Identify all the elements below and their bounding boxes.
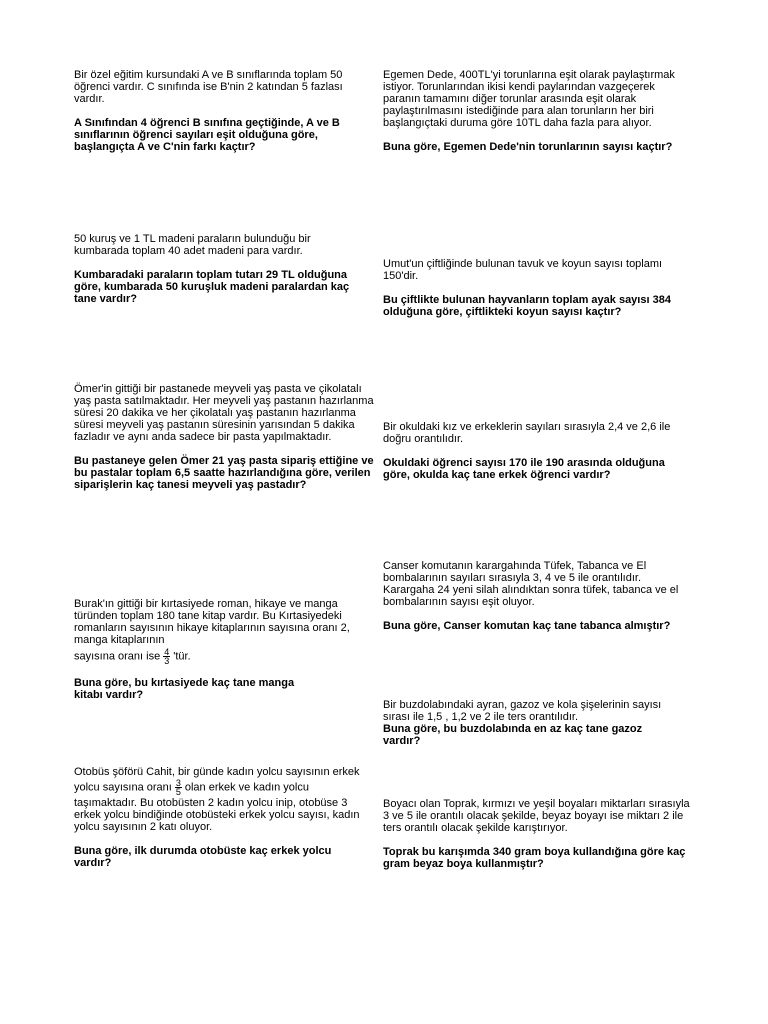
problem-question: Buna göre, bu kırtasiyede kaç tane manga kitabı vardır?	[74, 677, 295, 701]
problem-text: Boyacı olan Toprak, kırmızı ve yeşil boyaları miktarları sırasıyla 3 ve 5 ile orantılı olacak şekilde, beyaz boyayı ise miktarı 2 ile ters orantılı olacak şekilde karıştırıyor.	[383, 798, 690, 834]
problem-question: Buna göre, Canser komutan kaç tane tabanca almıştır?	[383, 620, 671, 632]
problem-text: Egemen Dede, 400TL'yi torunlarına eşit olarak paylaştırmak istiyor. Torunlarından ikisi kendi paylarından vazgeçerek paranın tamamını diğer torunlar arasında eşit olarak paylaştırılmasını istediğinde para alan torunların her biri başlangıçtaki duruma göre 10TL daha fazla para alıyor.	[383, 69, 675, 129]
problem-question: Buna göre, ilk durumda otobüste kaç erkek yolcu vardır?	[74, 845, 332, 869]
question-block-9	[383, 560, 693, 632]
problem-text: Bir buzdolabındaki ayran, gazoz ve kola şişelerinin sayısı sırası ile 1,5 , 1,2 ve 2 ile ters orantılıdır.	[383, 699, 662, 723]
problem-text: 50 kuruş ve 1 TL madeni paraların bulunduğu bir kumbarada toplam 40 adet madeni para vardır.	[74, 233, 311, 257]
problem-text: Canser komutanın karargahında Tüfek, Tabanca ve El bombalarının sayıları sırasıyla 3, 4 ve 5 ile orantılıdır. Karargaha 24 yeni silah alındıktan sonra tüfek, tabanca ve el bombalarının sayısı eşit oluyor.	[383, 560, 679, 608]
problem-text: Ömer'in gittiği bir pastanede meyveli yaş pasta ve çikolatalı yaş pasta satılmaktadır. Her meyveli yaş pastanın hazırlanma süresi 20 dakika ve her çikolatalı yaş pastanın hazırlanma süresi meyveli yaş pastanın süresinin yarısından 5 dakika fazladır ve aynı anda sadece bir pasta yapılmaktadır.	[74, 383, 374, 443]
problem-question: Kumbaradaki paraların toplam tutarı 29 TL olduğuna göre, kumbarada 50 kuruşluk madeni paralardan kaç tane vardır?	[74, 269, 350, 305]
problem-question: Bu çiftlikte bulunan hayvanların toplam ayak sayısı 384 olduğuna göre, çiftlikteki koyun sayısı kaçtır?	[383, 294, 671, 318]
question-block-11	[383, 798, 693, 870]
problem-question: Buna göre, Egemen Dede'nin torunlarının sayısı kaçtır?	[383, 141, 673, 153]
question-block-4	[74, 598, 366, 701]
problem-question: Bu pastaneye gelen Ömer 21 yaş pasta sipariş ettiğine ve bu pastalar toplam 6,5 saatte hazırlandığına göre, verilen siparişlerin kaç tanesi meyveli yaş pastadır?	[74, 455, 374, 491]
problem-text: Burak'ın gittiği bir kırtasiyede roman, hikaye ve manga türünden toplam 180 tane kitap vardır. Bu Kırtasiyedeki romanların sayısının hikaye kitaplarının sayısına oranı 2, manga kitaplarının	[74, 598, 350, 646]
question-block-7	[383, 258, 693, 318]
problem-question: A Sınıfından 4 öğrenci B sınıfına geçtiğinde, A ve B sınıflarının öğrenci sayıları eşit olduğuna göre, başlangıçta A ve C'nin farkı kaçtır?	[74, 117, 340, 153]
problem-text: Bir özel eğitim kursundaki A ve B sınıflarında toplam 50 öğrenci vardır. C sınıfında ise B'nin 2 katından 5 fazlası vardır.	[74, 69, 343, 105]
question-block-10	[383, 699, 683, 747]
fraction: $\frac{4}{3}$	[164, 647, 170, 666]
problem-question: Toprak bu karışımda 340 gram boya kullandığına göre kaç gram beyaz boya kullanmıştır?	[383, 846, 686, 870]
fraction: $\frac{3}{5}$	[175, 778, 181, 797]
problem-question: Buna göre, bu buzdolabında en az kaç tane gazoz vardır?	[383, 723, 643, 747]
problem-text-line1: Otobüs şöförü Cahit, bir günde kadın yolcu sayısının erkek	[74, 766, 360, 778]
problem-text: Bir okuldaki kız ve erkeklerin sayıları sırasıyla 2,4 ve 2,6 ile doğru orantılıdır.	[383, 421, 671, 445]
problem-text: taşımaktadır. Bu otobüsten 2 kadın yolcu inip, otobüse 3 erkek yolcu bindiğinde otobüsteki erkek yolcu sayısı, kadın yolcu sayısının 2 katı oluyor.	[74, 797, 360, 833]
question-block-8	[383, 421, 693, 481]
question-block-6	[383, 69, 693, 153]
question-block-3	[74, 383, 374, 491]
question-block-5	[74, 766, 366, 869]
problem-text-ratio: sayısına oranı ise $\frac{4}{3}$ 'tür.	[74, 647, 191, 666]
problem-text: Umut'un çiftliğinde bulunan tavuk ve koyun sayısı toplamı 150'dir.	[383, 258, 663, 282]
problem-text-ratio: yolcu sayısına oranı $\frac{3}{5}$ olan erkek ve kadın yolcu	[74, 778, 309, 797]
question-block-2	[74, 233, 364, 305]
question-block-1	[74, 69, 364, 153]
problem-question: Okuldaki öğrenci sayısı 170 ile 190 arasında olduğuna göre, okulda kaç tane erkek öğrenci vardır?	[383, 457, 665, 481]
